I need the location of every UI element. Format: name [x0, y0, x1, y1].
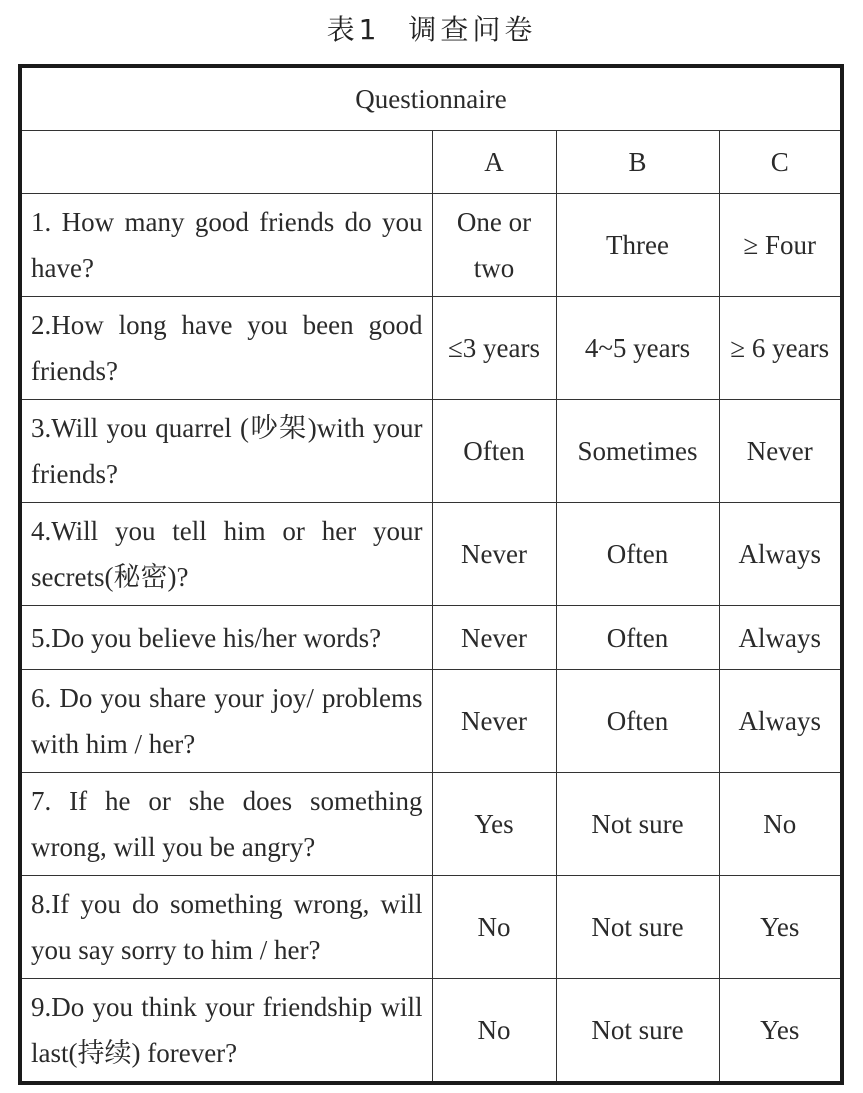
answer-b-cell: 4~5 years [556, 297, 719, 400]
answer-b-cell: Not sure [556, 876, 719, 979]
column-header-a: A [432, 131, 556, 194]
table-row [20, 400, 842, 503]
caption-title: 调查问卷 [408, 13, 537, 46]
question-cell: 5.Do you believe his/her words? [20, 606, 432, 670]
answer-c-cell: Always [719, 670, 842, 773]
answer-a-cell: Never [432, 670, 556, 773]
table-row [20, 297, 842, 400]
answer-a-cell: Never [432, 503, 556, 606]
table-row [20, 876, 842, 979]
answer-c-cell: Never [719, 400, 842, 503]
question-cell: 3.Will you quarrel (吵架)with your friends? [20, 400, 432, 503]
question-cell: 9.Do you think your friendship will last(持续) forever? [20, 979, 432, 1084]
answer-b-cell: Not sure [556, 979, 719, 1084]
answer-a-cell: Yes [432, 773, 556, 876]
answer-c-cell: Always [719, 606, 842, 670]
answer-b-cell: Not sure [556, 773, 719, 876]
questionnaire-table [18, 64, 844, 1085]
answer-a-cell: No [432, 979, 556, 1084]
answer-b-cell: Often [556, 503, 719, 606]
answer-b-cell: Three [556, 194, 719, 297]
answer-b-cell: Sometimes [556, 400, 719, 503]
table-title: Questionnaire [20, 66, 842, 131]
answer-c-cell: ≥ 6 years [719, 297, 842, 400]
answer-b-cell: Often [556, 670, 719, 773]
table-row [20, 670, 842, 773]
question-cell: 7. If he or she does something wrong, will you be angry? [20, 773, 432, 876]
table-title-row [20, 66, 842, 131]
answer-a-cell: One or two [432, 194, 556, 297]
column-header-b: B [556, 131, 719, 194]
answer-a-cell: Never [432, 606, 556, 670]
question-cell: 6. Do you share your joy/ problems with him / her? [20, 670, 432, 773]
answer-c-cell: Always [719, 503, 842, 606]
question-cell: 1. How many good friends do you have? [20, 194, 432, 297]
answer-a-cell: Often [432, 400, 556, 503]
answer-c-cell: Yes [719, 979, 842, 1084]
answer-b-cell: Often [556, 606, 719, 670]
answer-a-cell: ≤3 years [432, 297, 556, 400]
table-caption [0, 8, 863, 48]
header-blank-cell [20, 131, 432, 194]
table-row [20, 773, 842, 876]
table-row [20, 503, 842, 606]
table-row [20, 979, 842, 1084]
table-row [20, 194, 842, 297]
answer-c-cell: No [719, 773, 842, 876]
answer-c-cell: Yes [719, 876, 842, 979]
answer-a-cell: No [432, 876, 556, 979]
table-header-row [20, 131, 842, 194]
table-row [20, 606, 842, 670]
question-cell: 2.How long have you been good friends? [20, 297, 432, 400]
column-header-c: C [719, 131, 842, 194]
caption-label: 表1 [326, 13, 381, 46]
answer-c-cell: ≥ Four [719, 194, 842, 297]
question-cell: 4.Will you tell him or her your secrets(秘密)? [20, 503, 432, 606]
question-cell: 8.If you do something wrong, will you say sorry to him / her? [20, 876, 432, 979]
